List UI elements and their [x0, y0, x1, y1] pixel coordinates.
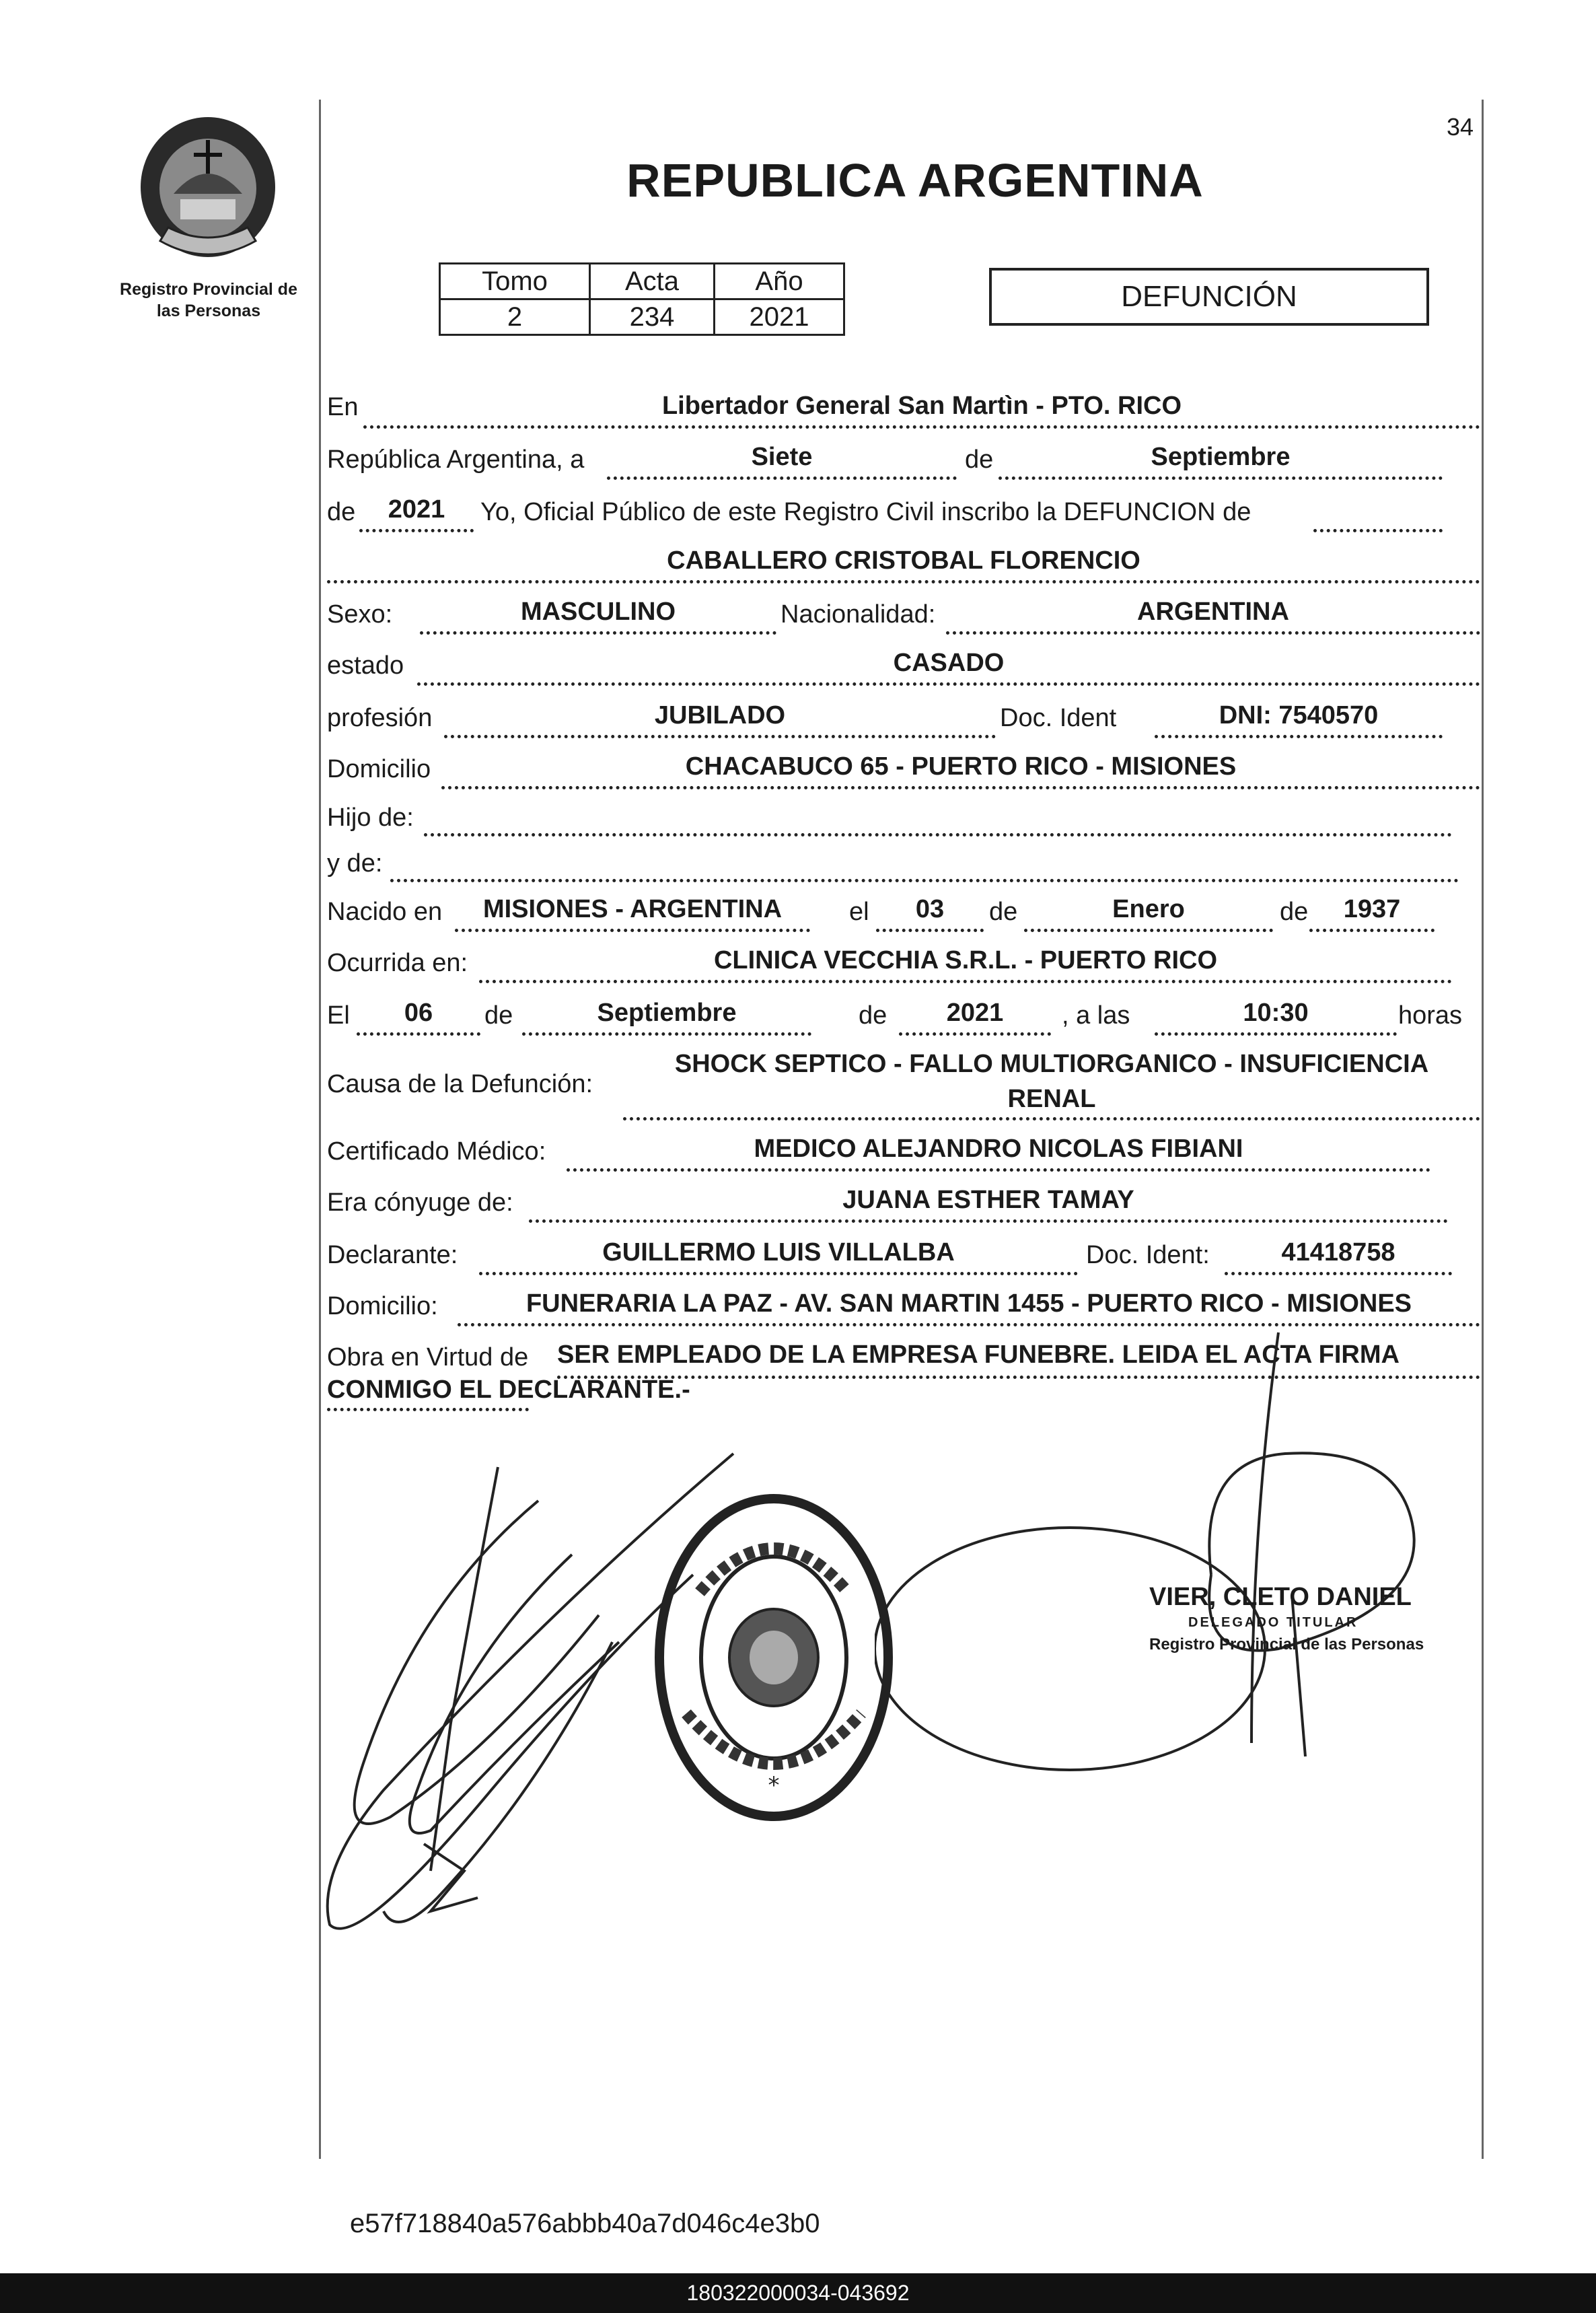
label-de: de [327, 498, 356, 526]
dots [1225, 1272, 1452, 1275]
province-logo [133, 113, 283, 266]
dots [999, 476, 1443, 480]
label-domicilio: Domicilio: [327, 1292, 438, 1320]
label-republica: República Argentina, a [327, 446, 585, 474]
official-signature [875, 1326, 1426, 1810]
official-name: VIER, CLETO DANIEL [1149, 1583, 1412, 1611]
label-el: el [849, 898, 869, 926]
label-profesion: profesión [327, 704, 433, 732]
dots [479, 1272, 1078, 1275]
declarant-doc-value: 41418758 [1281, 1238, 1395, 1267]
label-nacido-en: Nacido en [327, 898, 443, 926]
label-en: En [327, 393, 359, 421]
label-nacionalidad: Nacionalidad: [781, 600, 936, 629]
label-y-de: y de: [327, 849, 383, 878]
dots [1313, 529, 1443, 532]
obra-line1-value: SER EMPLEADO DE LA EMPRESA FUNEBRE. LEIDA EL ACTA FIRMA [557, 1341, 1400, 1369]
tomo-header: Tomo [440, 264, 590, 299]
dots [455, 929, 810, 932]
death-day-value: 06 [404, 999, 433, 1027]
place-value: Libertador General San Martìn - PTO. RICO [661, 392, 1182, 420]
dots [567, 1168, 1430, 1172]
label-doc-ident: Doc. Ident [1000, 704, 1117, 732]
address-value: CHACABUCO 65 - PUERTO RICO - MISIONES [685, 752, 1237, 781]
document-hash: e57f718840a576abbb40a7d046c4e3b0 [350, 2209, 820, 2238]
dots [441, 786, 1480, 789]
dots [363, 425, 1480, 429]
label-ocurrida-en: Ocurrida en: [327, 949, 468, 977]
footer-code: 180322000034-043692 [0, 2273, 1596, 2313]
dots [522, 1032, 811, 1036]
label-a-las: , a las [1062, 1001, 1130, 1030]
month-value: Septiembre [1151, 443, 1291, 471]
death-place-value: CLINICA VECCHIA S.R.L. - PUERTO RICO [713, 946, 1218, 974]
dots [479, 980, 1452, 983]
obra-line2-value: CONMIGO EL DECLARANTE.- [327, 1376, 690, 1404]
right-margin-line [1482, 100, 1484, 2159]
official-title: DELEGADO TITULAR [1188, 1615, 1358, 1630]
acta-header: Acta [590, 264, 715, 299]
official-org: Registro Provincial de las Personas [1149, 1635, 1424, 1653]
label-de: de [484, 1001, 513, 1030]
label-causa: Causa de la Defunción: [327, 1070, 593, 1098]
page-title: REPUBLICA ARGENTINA [626, 154, 1204, 207]
label-conyuge: Era cónyuge de: [327, 1188, 513, 1217]
anio-header: Año [715, 264, 844, 299]
record-reference-table [439, 262, 845, 336]
label-estado: estado [327, 651, 404, 680]
declarant-value: GUILLERMO LUIS VILLALBA [602, 1238, 955, 1267]
label-declarante: Declarante: [327, 1241, 458, 1269]
dots [424, 833, 1452, 837]
label-de: de [859, 1001, 887, 1030]
dots [417, 682, 1480, 686]
birth-day-value: 03 [915, 895, 945, 923]
dots [359, 529, 474, 532]
label-sexo: Sexo: [327, 600, 393, 629]
label-doc-ident: Doc. Ident: [1086, 1241, 1210, 1269]
dots [529, 1219, 1448, 1223]
physician-value: MEDICO ALEJANDRO NICOLAS FIBIANI [754, 1135, 1243, 1163]
marital-status-value: CASADO [893, 649, 1005, 677]
label-de: de [989, 898, 1018, 926]
dots [390, 879, 1459, 882]
dots [1155, 1032, 1397, 1036]
birth-place-value: MISIONES - ARGENTINA [482, 895, 783, 923]
declarant-address-value: FUNERARIA LA PAZ - AV. SAN MARTIN 1455 - PUERTO RICO - MISIONES [525, 1289, 1412, 1318]
dots [899, 1032, 1051, 1036]
registry-stamp [653, 1491, 895, 1824]
label-domicilio: Domicilio [327, 755, 431, 783]
dots [357, 1032, 480, 1036]
dots [607, 476, 957, 480]
label-de: de [1280, 898, 1309, 926]
year-value: 2021 [388, 495, 445, 524]
dots [1024, 929, 1273, 932]
dots [327, 580, 1480, 583]
dots [1155, 735, 1443, 738]
document-value: DNI: 7540570 [1219, 701, 1379, 730]
nationality-value: ARGENTINA [1137, 598, 1289, 626]
day-words-value: Siete [751, 443, 813, 471]
dots [444, 735, 996, 738]
death-time-value: 10:30 [1243, 999, 1309, 1027]
cause-line2-value: RENAL [1007, 1085, 1096, 1113]
cause-line1-value: SHOCK SEPTICO - FALLO MULTIORGANICO - INSUFICIENCIA [674, 1050, 1429, 1078]
deceased-name-value: CABALLERO CRISTOBAL FLORENCIO [667, 546, 1140, 575]
dots [946, 631, 1480, 635]
tomo-value: 2 [440, 299, 590, 335]
svg-text:*: * [768, 1772, 780, 1799]
label-hijo-de: Hijo de: [327, 804, 414, 832]
acta-value: 234 [590, 299, 715, 335]
registry-name: Registro Provincial de las Personas [120, 280, 297, 320]
dots [420, 631, 776, 635]
birth-month-value: Enero [1112, 895, 1185, 923]
anio-value: 2021 [715, 299, 844, 335]
label-obra: Obra en Virtud de [327, 1343, 529, 1372]
dots [876, 929, 984, 932]
death-month-value: Septiembre [597, 999, 737, 1027]
sex-value: MASCULINO [520, 598, 676, 626]
label-de: de [965, 446, 994, 474]
label-horas: horas [1398, 1001, 1463, 1030]
dots [1309, 929, 1435, 932]
label-yo-oficial: Yo, Oficial Público de este Registro Civil inscribo la DEFUNCION de [480, 498, 1252, 526]
page-number: 34 [1447, 113, 1474, 141]
profession-value: JUBILADO [654, 701, 786, 730]
label-el: El [327, 1001, 350, 1030]
death-year-value: 2021 [946, 999, 1004, 1027]
spouse-value: JUANA ESTHER TAMAY [842, 1186, 1134, 1214]
label-certificado: Certificado Médico: [327, 1137, 546, 1166]
dots [623, 1117, 1480, 1120]
dots [327, 1408, 529, 1411]
record-type-box: DEFUNCIÓN [989, 268, 1429, 326]
birth-year-value: 1937 [1343, 895, 1401, 923]
